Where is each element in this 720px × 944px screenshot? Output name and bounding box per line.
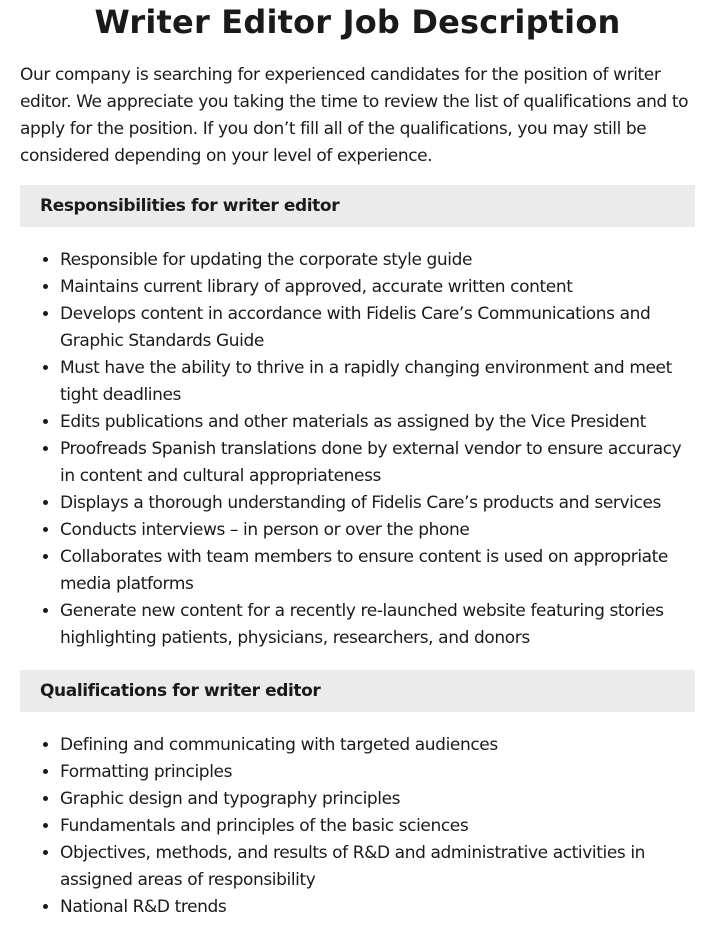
responsibilities-heading: Responsibilities for writer editor bbox=[20, 185, 695, 227]
list-item: • Must have the ability to thrive in a rapidly changing environment and meet tight deadlines bbox=[60, 355, 695, 409]
page-title: Writer Editor Job Description bbox=[94, 3, 621, 41]
list-item: • Generate new content for a recently re-launched website featuring stories highlighting patients, physicians, researchers, and donors bbox=[60, 598, 695, 652]
qualifications-list bbox=[20, 732, 695, 921]
list-item: • Formatting principles bbox=[60, 759, 695, 786]
list-item: • Conducts interviews – in person or over the phone bbox=[60, 517, 695, 544]
list-item: • Graphic design and typography principles bbox=[60, 786, 695, 813]
list-item: • Edits publications and other materials as assigned by the Vice President bbox=[60, 409, 695, 436]
list-item: • Maintains current library of approved, accurate written content bbox=[60, 274, 695, 301]
list-item: • National R&D trends bbox=[60, 894, 695, 921]
list-item: • Fundamentals and principles of the basic sciences bbox=[60, 813, 695, 840]
list-item: • Displays a thorough understanding of Fidelis Care’s products and services bbox=[60, 490, 695, 517]
list-item: • Proofreads Spanish translations done by external vendor to ensure accuracy in content and cultural appropriateness bbox=[60, 436, 695, 490]
list-item: • Defining and communicating with targeted audiences bbox=[60, 732, 695, 759]
list-item: • Collaborates with team members to ensure content is used on appropriate media platforms bbox=[60, 544, 695, 598]
list-item: • Responsible for updating the corporate style guide bbox=[60, 247, 695, 274]
responsibilities-list bbox=[20, 247, 695, 652]
list-item: • Develops content in accordance with Fidelis Care’s Communications and Graphic Standards Guide bbox=[60, 301, 695, 355]
list-item: • Objectives, methods, and results of R&D and administrative activities in assigned areas of responsibility bbox=[60, 840, 695, 894]
qualifications-heading: Qualifications for writer editor bbox=[20, 670, 695, 712]
intro-paragraph: Our company is searching for experienced candidates for the position of writer editor. We appreciate you taking the time to review the list of qualifications and to apply for the position. If you don’t fill all of the qualifications, you may still be considered depending on your level of experience. bbox=[20, 65, 689, 166]
